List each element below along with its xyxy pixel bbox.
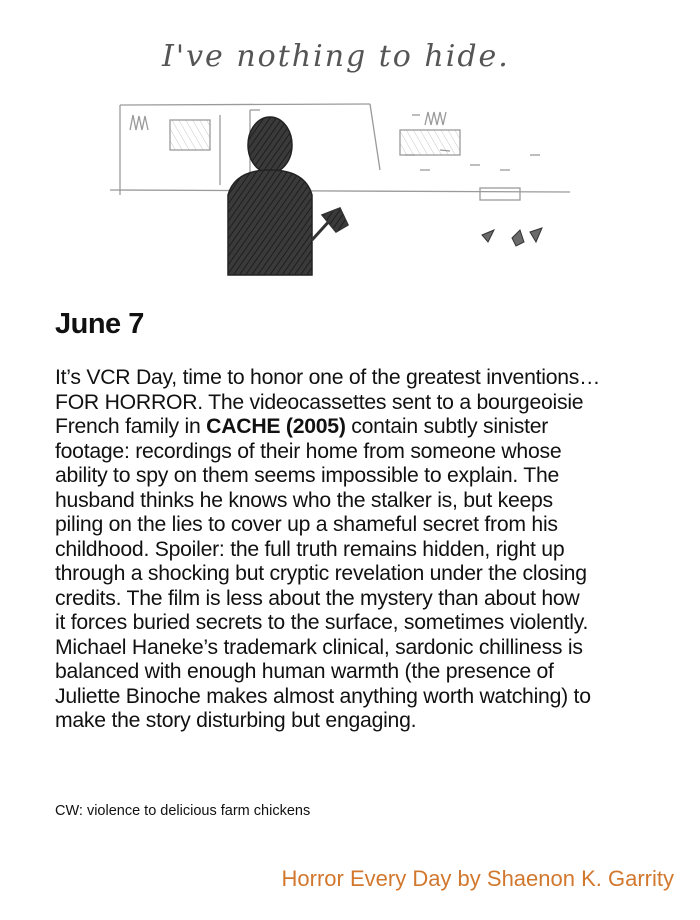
- review-fragment: credits. The film is less about the mystery than about how: [55, 586, 580, 610]
- film-title: CACHE (2005): [206, 415, 346, 438]
- review-fragment: It’s VCR Day, time to honor one of the greatest inventions…: [55, 366, 601, 389]
- review-fragment: through a shocking but cryptic revelation under the closing: [55, 562, 587, 585]
- review-line: [55, 415, 695, 440]
- chicken-pieces-icon: [482, 228, 542, 246]
- review-line: [55, 660, 695, 685]
- review-fragment: ability to spy on them seems impossible to explain. The: [55, 464, 560, 487]
- review-line: [55, 391, 695, 416]
- review-fragment: it forces buried secrets to the surface, sometimes violently.: [55, 611, 589, 634]
- review-fragment: French family in: [55, 415, 207, 438]
- review-line: [55, 611, 695, 636]
- review-fragment: husband thinks he knows who the stalker is, but keeps: [55, 488, 553, 512]
- review-text: [55, 366, 695, 734]
- review-line: [55, 464, 695, 489]
- review-line: [55, 685, 695, 710]
- review-line: [55, 538, 695, 563]
- pencil-illustration: [100, 20, 580, 290]
- review-fragment: Juliette Binoche makes almost anything worth watching) to: [55, 684, 591, 708]
- silhouette-figure: [228, 117, 312, 275]
- review-line: [55, 562, 695, 587]
- post-date: June 7: [55, 308, 144, 340]
- author-credit: Horror Every Day by Shaenon K. Garrity: [281, 866, 674, 891]
- review-fragment: balanced with enough human warmth (the presence of: [55, 660, 554, 683]
- room-sketch: [110, 104, 570, 200]
- review-line: [55, 513, 695, 538]
- review-fragment: FOR HORROR. The videocassettes sent to a bourgeoisie: [55, 390, 584, 414]
- axe-icon: [312, 208, 348, 240]
- review-fragment: make the story disturbing but engaging.: [55, 709, 417, 732]
- content-warning: CW: violence to delicious farm chickens: [55, 803, 311, 819]
- review-line: [55, 489, 695, 514]
- review-fragment: footage: recordings of their home from someone whose: [55, 439, 562, 463]
- review-line: [55, 440, 695, 465]
- illustration-caption: I've nothing to hide.: [162, 39, 510, 74]
- review-line: [55, 587, 695, 612]
- review-line: [55, 366, 695, 391]
- review-fragment: childhood. Spoiler: the full truth remains hidden, right up: [55, 537, 565, 561]
- review-fragment: piling on the lies to cover up a shameful secret from his: [55, 513, 558, 536]
- review-fragment: contain subtly sinister: [345, 415, 549, 438]
- review-line: [55, 709, 695, 734]
- review-line: [55, 636, 695, 661]
- review-fragment: Michael Haneke’s trademark clinical, sardonic chilliness is: [55, 635, 583, 659]
